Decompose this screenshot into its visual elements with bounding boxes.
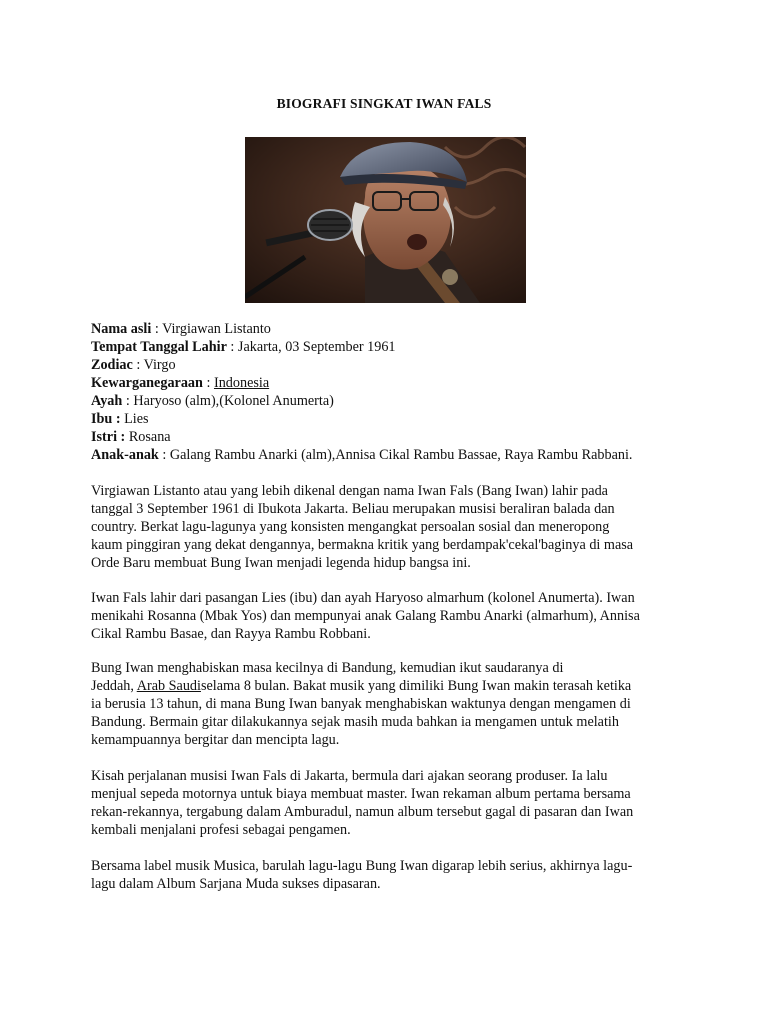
biodata-value: Virgiawan Listanto <box>162 321 271 337</box>
biodata-separator: : <box>151 321 163 337</box>
paragraph-line: menjual sepeda motornya untuk biaya membuat master. Iwan rekaman album pertama bersama <box>91 786 631 802</box>
biodata-label: Tempat Tanggal Lahir <box>91 339 227 355</box>
text-fragment: Jeddah, <box>91 678 137 694</box>
paragraph-line <box>91 677 681 695</box>
paragraph-line: tanggal 3 September 1961 di Ibukota Jakarta. Beliau merupakan musisi beraliran balada dan <box>91 501 615 517</box>
portrait-photo <box>245 137 526 303</box>
paragraph-family <box>91 589 681 643</box>
paragraph-line: ia berusia 13 tahun, di mana Bung Iwan banyak menghabiskan waktunya dengan mengamen di <box>91 696 631 712</box>
paragraph-childhood <box>91 659 681 749</box>
paragraph-career-start <box>91 767 681 839</box>
paragraph-line: Kisah perjalanan musisi Iwan Fals di Jakarta, bermula dari ajakan seorang produser. Ia lalu <box>91 768 608 784</box>
biodata-value: Rosana <box>128 429 171 445</box>
biodata-row <box>91 428 691 446</box>
biodata-value-link[interactable]: Indonesia <box>213 375 270 391</box>
biodata-value: Galang Rambu Anarki (alm),Annisa Cikal Rambu Bassae, Raya Rambu Rabbani. <box>169 447 633 463</box>
biodata-label: Nama asli <box>91 321 152 337</box>
paragraph-intro <box>91 482 681 572</box>
paragraph-line: kembali menjalani profesi sebagai pengamen. <box>91 822 351 838</box>
biodata-row <box>91 446 691 464</box>
paragraph-line: Cikal Rambu Basae, dan Rayya Rambu Robbani. <box>91 626 371 642</box>
biodata-row <box>91 392 691 410</box>
biodata-separator: : <box>226 339 238 355</box>
paragraph-line: Bung Iwan menghabiskan masa kecilnya di Bandung, kemudian ikut saudaranya di <box>91 660 564 676</box>
text-fragment: selama 8 bulan. Bakat musik yang dimiliki Bung Iwan makin terasah ketika <box>200 678 632 694</box>
paragraph-musica <box>91 857 681 893</box>
biodata-separator: : <box>122 393 134 409</box>
biodata-separator: : <box>132 357 144 373</box>
paragraph-line: Bandung. Bermain gitar dilakukannya sejak masih muda bahkan ia mengamen untuk melatih <box>91 714 619 730</box>
arab-saudi-link[interactable]: Arab Saudi <box>136 678 201 694</box>
paragraph-line: Virgiawan Listanto atau yang lebih dikenal dengan nama Iwan Fals (Bang Iwan) lahir pada <box>91 483 608 499</box>
document-title: BIOGRAFI SINGKAT IWAN FALS <box>276 96 492 111</box>
paragraph-line: kaum pinggiran yang dekat dengannya, bermakna kritik yang berdampak'cekal'baginya di masa <box>91 537 634 553</box>
biodata-row <box>91 410 691 428</box>
paragraph-line: Iwan Fals lahir dari pasangan Lies (ibu) dan ayah Haryoso almarhum (kolonel Anumerta). Iwan <box>91 590 635 606</box>
biodata-label: Zodiac <box>91 357 133 373</box>
biodata-value: Jakarta, 03 September 1961 <box>237 339 396 355</box>
biodata-label: Kewarganegaraan <box>91 375 203 391</box>
biodata-row <box>91 320 691 338</box>
biodata-separator: : <box>158 447 170 463</box>
paragraph-line: Bersama label musik Musica, barulah lagu-lagu Bung Iwan digarap lebih serius, akhirnya lagu- <box>91 858 633 874</box>
biodata-label: Ayah <box>91 393 123 409</box>
biodata-value: Haryoso (alm),(Kolonel Anumerta) <box>133 393 334 409</box>
paragraph-line: kemampuannya bergitar dan mencipta lagu. <box>91 732 340 748</box>
paragraph-line: menikahi Rosanna (Mbak Yos) dan mempunyai anak Galang Rambu Anarki (almarhum), Annisa <box>91 608 640 624</box>
paragraph-line: country. Berkat lagu-lagunya yang konsisten mengangkat persoalan sosial dan meneropong <box>91 519 610 535</box>
biodata-value: Virgo <box>143 357 176 373</box>
biodata-label: Anak-anak <box>91 447 159 463</box>
paragraph-line: rekan-rekannya, tergabung dalam Amburadul, namun album tersebut gagal di pasaran dan Iwan <box>91 804 634 820</box>
biodata-value: Lies <box>124 411 149 427</box>
biodata-row <box>91 356 691 374</box>
biodata-label: Ibu : <box>91 411 121 427</box>
biodata-list <box>91 320 691 464</box>
biodata-row <box>91 374 691 392</box>
biodata-label: Istri : <box>91 429 126 445</box>
paragraph-line: lagu dalam Album Sarjana Muda sukses dipasaran. <box>91 876 381 892</box>
biodata-row <box>91 338 691 356</box>
paragraph-line: Orde Baru membuat Bung Iwan menjadi legenda hidup bangsa ini. <box>91 555 471 571</box>
biodata-separator: : <box>202 375 214 391</box>
